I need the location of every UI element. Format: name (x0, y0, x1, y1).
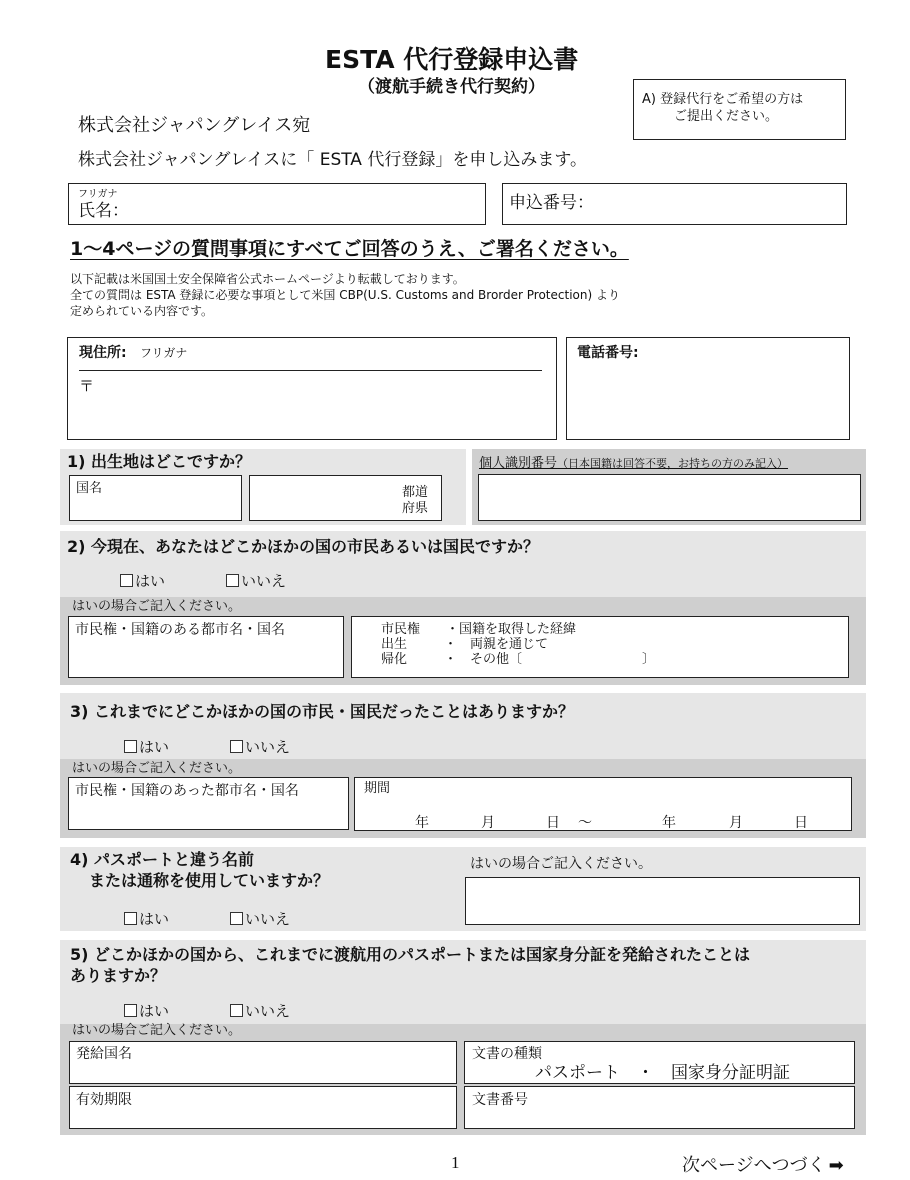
q1-id-note: （日本国籍は回答不要，お持ちの方のみ記入） (557, 457, 789, 470)
q1-prefecture-label-1: 都道 (402, 485, 429, 500)
continue-text: 次ページへつづく (682, 1155, 826, 1176)
q5-yes-option[interactable] (124, 1000, 169, 1021)
q5-title-line-1: 5) どこかほかの国から、これまでに渡航用のパスポートまたは国家身分証を発給されたことは (70, 945, 751, 964)
page-number: 1 (451, 1153, 460, 1172)
q5-title-line-2: ありますか？ (70, 966, 167, 985)
notice-line-1: A) 登録代行をご希望の方は (642, 92, 804, 107)
q4-yes-label: はい (139, 910, 170, 928)
postal-mark: 〒 (79, 377, 95, 395)
q3-period-label: 期間 (364, 781, 391, 796)
q2-option-birth: 出生 (381, 637, 408, 652)
q3-city-country-label: 市民権・国籍のあった都市名・国名 (75, 783, 299, 799)
form-title: ESTA 代行登録申込書 (325, 45, 579, 74)
address-divider (79, 370, 542, 371)
name-field[interactable] (68, 183, 486, 225)
q2-title: 2) 今現在、あなたはどこかほかの国の市民あるいは国民ですか？ (67, 537, 540, 556)
q5-document-type-options: パスポート ・ 国家身分証明証 (535, 1063, 790, 1083)
q3-from-month: 月 (481, 815, 495, 831)
q3-from-year: 年 (415, 815, 429, 831)
q2-option-parents: ・ 両親を通じて (444, 637, 549, 652)
q4-no-option[interactable] (230, 908, 290, 929)
q4-alias-field[interactable] (465, 877, 860, 925)
q2-yes-checkbox[interactable] (120, 574, 133, 587)
q4-title-line-2: または通称を使用していますか？ (89, 871, 330, 890)
q2-city-country-label: 市民権・国籍のある都市名・国名 (75, 622, 285, 638)
q3-yes-checkbox[interactable] (124, 740, 137, 753)
q2-yes-option[interactable] (120, 570, 165, 591)
continue-next-page (682, 1156, 844, 1177)
q1-country-label: 国名 (76, 481, 103, 496)
right-arrow-icon: ➡ (828, 1155, 844, 1176)
instruction-note-2: 全ての質問は ESTA 登録に必要な事項として米国 CBP(U.S. Customs and Brorder Protection) より (70, 288, 620, 302)
q3-to-year: 年 (662, 815, 676, 831)
q5-yes-checkbox[interactable] (124, 1004, 137, 1017)
q5-expiry-label: 有効期限 (76, 1092, 132, 1108)
q4-no-label: いいえ (245, 910, 291, 928)
q2-acquisition-field[interactable] (351, 616, 849, 678)
q3-from-day: 日 (546, 815, 560, 831)
q4-yes-option[interactable] (124, 908, 169, 929)
application-statement: 株式会社ジャパングレイスに「 ESTA 代行登録」を申し込みます。 (78, 150, 587, 170)
notice-line-2: ご提出ください。 (674, 109, 779, 124)
q3-tilde: 〜 (578, 815, 592, 831)
address-furigana-label: フリガナ (140, 346, 188, 360)
q5-no-checkbox[interactable] (230, 1004, 243, 1017)
q3-yes-label: はい (139, 738, 170, 756)
q5-no-option[interactable] (230, 1000, 290, 1021)
q2-option-other-close: 〕 (642, 652, 656, 667)
application-number-label: 申込番号： (509, 193, 594, 213)
q2-no-option[interactable] (226, 570, 286, 591)
q1-id-label (479, 457, 788, 472)
q1-title: 1) 出生地はどこですか？ (67, 452, 252, 471)
q4-yes-checkbox[interactable] (124, 912, 137, 925)
q2-option-naturalization: 帰化 (381, 652, 408, 667)
q3-no-checkbox[interactable] (230, 740, 243, 753)
q4-if-yes-label: はいの場合ご記入ください。 (470, 856, 652, 872)
q5-if-yes-label: はいの場合ご記入ください。 (72, 1023, 242, 1038)
q4-no-checkbox[interactable] (230, 912, 243, 925)
q2-option-other: ・ その他〔 (444, 652, 523, 667)
q1-id-field[interactable] (478, 474, 861, 521)
q3-no-label: いいえ (245, 738, 291, 756)
q3-to-month: 月 (729, 815, 743, 831)
q2-how-heading-a: 市民権 (381, 622, 421, 637)
instruction-note-3: 定められている内容です。 (70, 304, 214, 318)
q2-yes-label: はい (135, 572, 166, 590)
name-furigana-label: フリガナ (78, 189, 118, 200)
q3-yes-option[interactable] (124, 736, 169, 757)
name-label: 氏名： (78, 201, 129, 221)
q5-document-number-label: 文書番号 (472, 1092, 528, 1108)
q3-title: 3) これまでにどこかほかの国の市民・国民だったことはありますか？ (70, 702, 575, 721)
q2-no-checkbox[interactable] (226, 574, 239, 587)
q5-issuing-country-label: 発給国名 (76, 1046, 132, 1062)
q3-to-day: 日 (794, 815, 808, 831)
form-subtitle: （渡航手続き代行契約） (358, 77, 545, 97)
q5-yes-label: はい (139, 1002, 170, 1020)
q2-if-yes-label: はいの場合ご記入ください。 (72, 599, 242, 614)
q2-how-heading-b: ・国籍を取得した経緯 (446, 622, 577, 637)
q4-title-line-1: 4) パスポートと違う名前 (70, 850, 255, 869)
q1-prefecture-label-2: 府県 (402, 501, 429, 516)
q3-no-option[interactable] (230, 736, 290, 757)
address-label: 現住所: (79, 345, 127, 361)
q2-no-label: いいえ (241, 572, 287, 590)
q5-document-type-label: 文書の種類 (472, 1046, 542, 1062)
q3-if-yes-label: はいの場合ご記入ください。 (72, 761, 242, 776)
q5-no-label: いいえ (245, 1002, 291, 1020)
q1-id-label-main: 個人識別番号 (479, 456, 558, 471)
instruction-note-1: 以下記載は米国国土安全保障省公式ホームページより転載しております。 (70, 272, 465, 286)
addressee: 株式会社ジャパングレイス宛 (78, 115, 311, 136)
instruction-heading: 1〜4ページの質問事項にすべてご回答のうえ、ご署名ください。 (70, 238, 629, 260)
phone-label: 電話番号: (577, 345, 639, 361)
